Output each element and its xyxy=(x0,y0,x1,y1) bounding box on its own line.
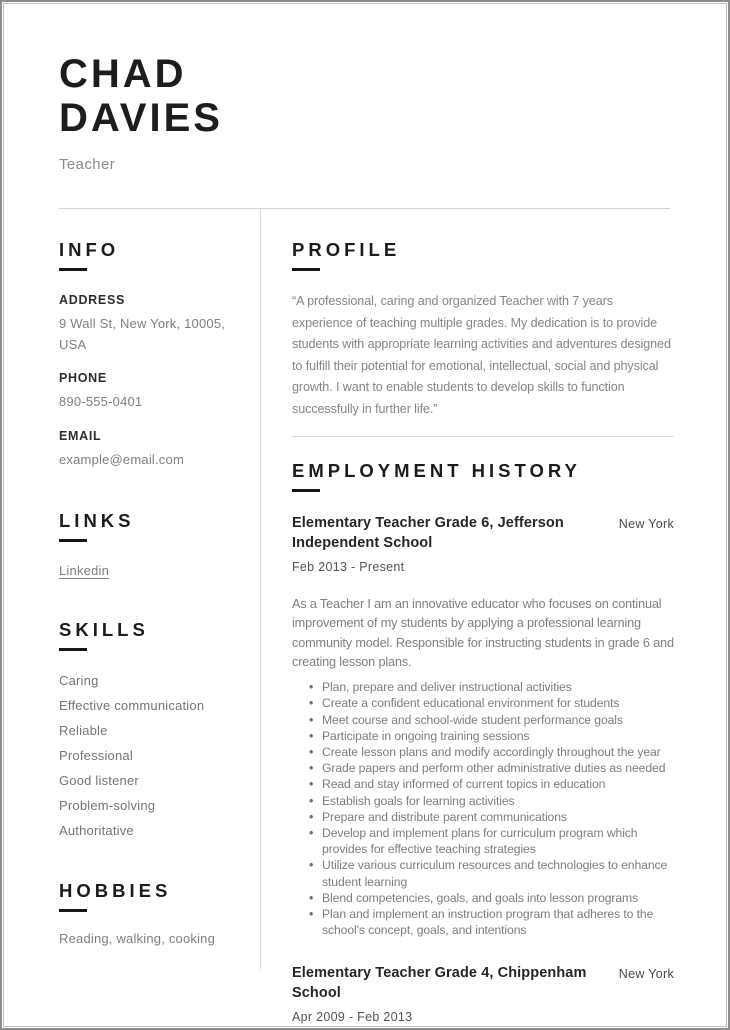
job-duty-item: • Create a confident educational environment for students xyxy=(322,695,674,711)
info-section xyxy=(59,240,235,470)
hobbies-heading: HOBBIES xyxy=(59,880,172,901)
main-column xyxy=(292,208,674,1024)
page-title xyxy=(59,52,223,140)
job-duty-list xyxy=(292,679,674,938)
employment-heading-underline xyxy=(292,489,320,492)
skill-item: Good listener xyxy=(59,773,139,788)
job-duty-item: • Participate in ongoing training sessions xyxy=(322,728,674,744)
skills-list xyxy=(59,668,235,843)
column-divider xyxy=(260,209,261,969)
job-duty-item: • Create lesson plans and modify accordingly throughout the year xyxy=(322,744,674,760)
profile-heading: PROFILE xyxy=(292,239,401,260)
job-duty-item: • Establish goals for learning activities xyxy=(322,793,674,809)
skill-item: Caring xyxy=(59,673,99,688)
job-header xyxy=(292,964,674,1003)
job-entry xyxy=(292,964,674,1024)
skill-item: Authoritative xyxy=(59,823,134,838)
links-heading-underline xyxy=(59,539,87,542)
job-duty-item: • Meet course and school-wide student performance goals xyxy=(322,712,674,728)
skill-item: Reliable xyxy=(59,723,108,738)
job-duty-item: • Prepare and distribute parent communications xyxy=(322,809,674,825)
job-title: Elementary Teacher Grade 6, Jefferson Independent School xyxy=(292,515,564,551)
job-dates: Apr 2009 - Feb 2013 xyxy=(292,1010,413,1025)
name-line-2: DAVIES xyxy=(59,96,223,140)
skill-item: Professional xyxy=(59,748,133,763)
profile-text: “A professional, caring and organized Teacher with 7 years experience of teaching multiple grades. My dedication is to provide students with appropriate learning activities and adventures designed to fulfill their potential for emotional, intellectual, social and physical growth. I want to enable students to develop skills to function successfully in further life.” xyxy=(292,294,671,416)
links-section xyxy=(59,511,235,580)
info-heading: INFO xyxy=(59,239,120,260)
name-line-1: CHAD xyxy=(59,52,187,96)
person-job-title: Teacher xyxy=(59,156,116,173)
job-duty-item: • Read and stay informed of current topics in education xyxy=(322,776,674,792)
job-duty-item: • Utilize various curriculum resources and technologies to enhance student learning xyxy=(322,857,674,889)
job-duty-item: • Plan and implement an instruction program that adheres to the school's concept, goals, and intentions xyxy=(322,906,674,938)
hobbies-section xyxy=(59,881,235,946)
sidebar xyxy=(59,208,235,946)
skill-item: Problem-solving xyxy=(59,798,156,813)
job-header xyxy=(292,514,674,553)
address-label: ADDRESS xyxy=(59,293,126,307)
email-group xyxy=(59,429,235,470)
address-line-2: USA xyxy=(59,337,87,352)
job-duty-item: • Plan, prepare and deliver instructional activities xyxy=(322,679,674,695)
job-duty-item: • Grade papers and perform other administrative duties as needed xyxy=(322,760,674,776)
skills-heading: SKILLS xyxy=(59,619,149,640)
hobbies-heading-underline xyxy=(59,909,87,912)
profile-heading-underline xyxy=(292,268,320,271)
phone-group xyxy=(59,371,235,412)
employment-section xyxy=(292,461,674,1024)
hobbies-text: Reading, walking, cooking xyxy=(59,931,216,946)
job-entry xyxy=(292,514,674,938)
profile-section xyxy=(292,240,674,437)
resume-header xyxy=(59,52,223,173)
email-label: EMAIL xyxy=(59,429,102,443)
employment-heading: EMPLOYMENT HISTORY xyxy=(292,460,581,481)
linkedin-link[interactable]: Linkedin xyxy=(59,563,110,578)
job-summary: As a Teacher I am an innovative educator who focuses on continual improvement of my students by applying a professional learning community model. Responsible for instructing students in grade 6 and creating lesson plans. xyxy=(292,597,674,669)
phone-value: 890-555-0401 xyxy=(59,394,143,409)
address-line-1: 9 Wall St, New York, 10005, xyxy=(59,316,226,331)
address-value xyxy=(59,313,235,355)
address-group xyxy=(59,293,235,355)
job-location: New York xyxy=(618,517,674,531)
skills-heading-underline xyxy=(59,648,87,651)
job-dates: Feb 2013 - Present xyxy=(292,560,405,574)
skills-section xyxy=(59,620,235,843)
profile-divider xyxy=(292,436,674,437)
phone-label: PHONE xyxy=(59,371,107,385)
job-duty-item: • Develop and implement plans for curriculum program which provides for effective teaching strategies xyxy=(322,825,674,857)
job-location: New York xyxy=(618,967,674,982)
job-duty-item: • Blend competencies, goals, and goals into lesson programs xyxy=(322,890,674,906)
skill-item: Effective communication xyxy=(59,698,205,713)
links-heading: LINKS xyxy=(59,510,135,531)
email-value: example@email.com xyxy=(59,452,184,467)
job-title: Elementary Teacher Grade 4, Chippenham School xyxy=(292,965,587,1001)
info-heading-underline xyxy=(59,268,87,271)
